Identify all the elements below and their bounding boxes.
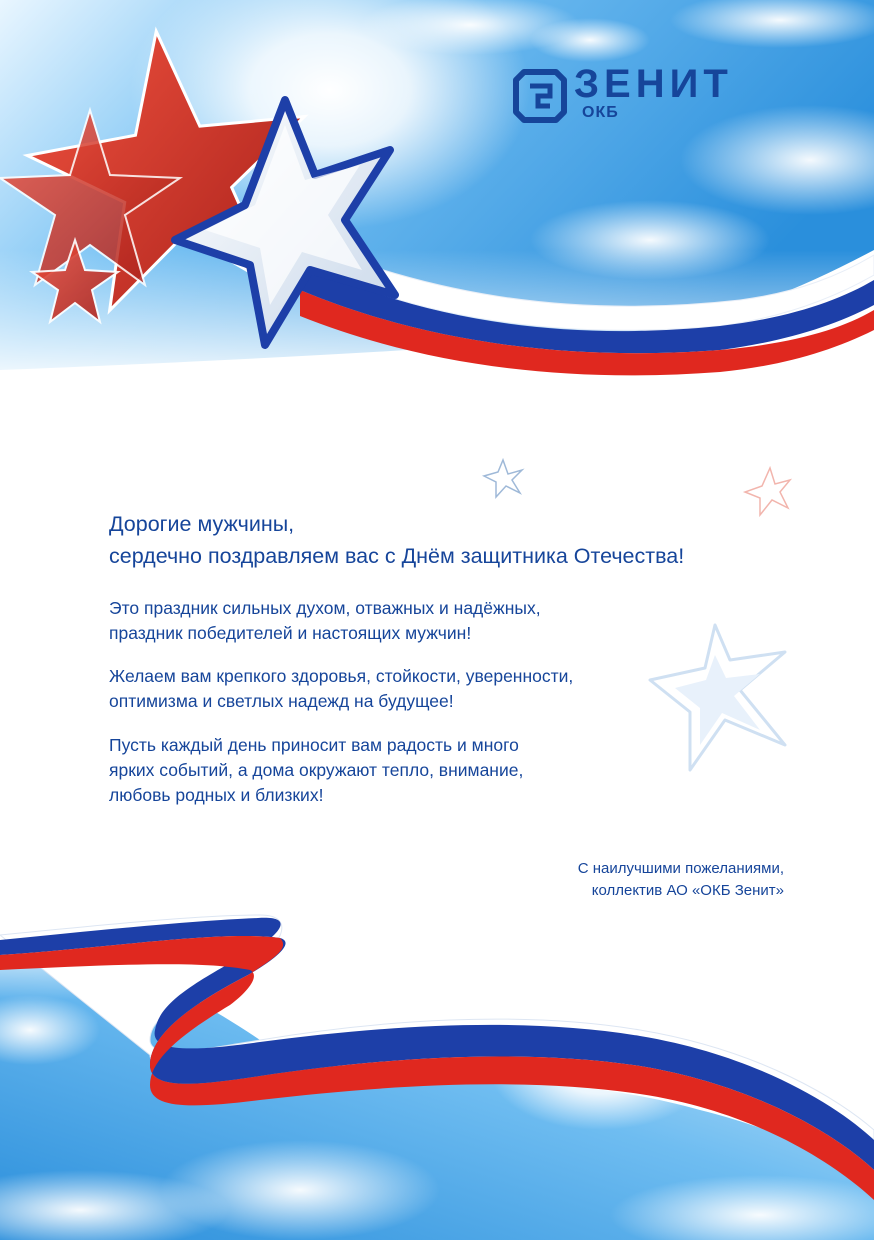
paragraph-1 <box>109 596 541 646</box>
paragraph-line: Желаем вам крепкого здоровья, стойкости, уверенности, <box>109 666 574 686</box>
logo-subtitle: ОКБ <box>582 104 619 121</box>
company-logo <box>512 62 774 128</box>
paragraph-line: праздник победителей и настоящих мужчин! <box>109 623 472 643</box>
greeting-heading <box>109 508 684 572</box>
paragraph-line: оптимизма и светлых надежд на будущее! <box>109 691 454 711</box>
paragraph-line: любовь родных и близких! <box>109 785 324 805</box>
zenit-logo-icon <box>512 68 568 124</box>
signature-line-1: С наилучшими пожеланиями, <box>577 860 784 877</box>
logo-name: ЗЕНИТ <box>574 62 733 106</box>
signature-line-2: коллектив АО «ОКБ Зенит» <box>591 882 784 899</box>
paragraph-3 <box>109 733 523 808</box>
greeting-line-1: Дорогие мужчины, <box>109 512 295 536</box>
paragraph-line: Это праздник сильных духом, отважных и надёжных, <box>109 598 541 618</box>
paragraph-line: ярких событий, а дома окружают тепло, внимание, <box>109 760 524 780</box>
signature <box>578 858 784 902</box>
paragraph-2 <box>109 664 573 714</box>
greeting-line-2: сердечно поздравляем вас с Днём защитника Отечества! <box>109 544 685 568</box>
paragraph-line: Пусть каждый день приносит вам радость и много <box>109 735 519 755</box>
